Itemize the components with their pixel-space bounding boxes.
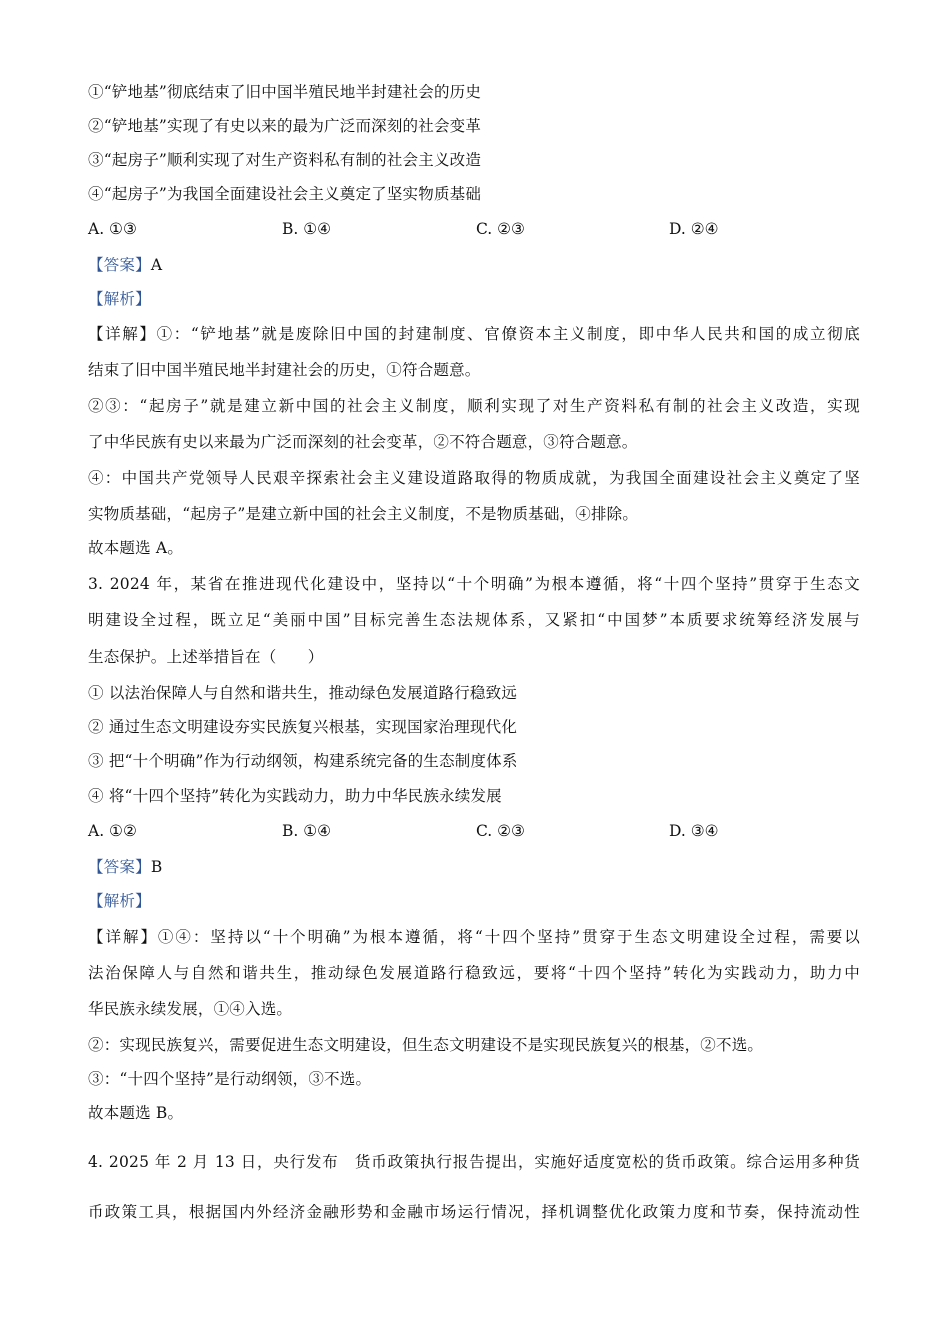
q2-detail-line-5: ④：中国共产党领导人民艰辛探索社会主义建设道路取得的物质成就，为我国全面建设社会主义奠定了坚	[88, 469, 860, 487]
q2-item-4: ④“起房子”为我国全面建设社会主义奠定了坚实物质基础	[88, 185, 482, 203]
q2-detail-text-1: ①：“铲地基”就是废除旧中国的封建制度、官僚资本主义制度，即中华人民共和国的成立彻底	[156, 325, 860, 343]
q3-item-2: ② 通过生态文明建设夯实民族复兴根基，实现国家治理现代化	[88, 718, 518, 736]
q4-stem-line-1: 4. 2025 年 2 月 13 日，央行发布 货币政策执行报告提出，实施好适度宽松的货币政策。综合运用多种货	[88, 1153, 860, 1171]
q3-item-3: ③ 把“十个明确”作为行动纲领，构建系统完备的生态制度体系	[88, 752, 518, 770]
q3-option-d: D. ③④	[669, 822, 719, 840]
q2-detail-line-1	[88, 324, 860, 344]
q2-option-a: A. ①③	[88, 220, 137, 238]
q2-option-d: D. ②④	[669, 220, 719, 238]
q2-answer-tag: 【答案】	[88, 256, 151, 274]
q3-stem-line-3: 生态保护。上述举措旨在（ ）	[88, 648, 324, 666]
q2-detail-line-2: 结束了旧中国半殖民地半封建社会的历史，①符合题意。	[88, 361, 481, 379]
q2-detail-line-4: 了中华民族有史以来最为广泛而深刻的社会变革，②不符合题意，③符合题意。	[88, 433, 638, 451]
q3-answer-tag: 【答案】	[88, 858, 151, 876]
q3-option-c: C. ②③	[476, 822, 525, 840]
q2-option-b: B. ①④	[282, 220, 332, 238]
q3-stem-line-1: 3. 2024 年，某省在推进现代化建设中，坚持以“十个明确”为根本遵循，将“十四个坚持”贯穿于生态文	[88, 575, 860, 593]
q2-analysis-tag: 【解析】	[88, 290, 151, 308]
q3-stem-line-2: 明建设全过程，既立足“美丽中国”目标完善生态法规体系，又紧扣“中国梦”本质要求统筹经济发展与	[88, 611, 860, 629]
q3-analysis-tag: 【解析】	[88, 892, 151, 910]
q3-option-a: A. ①②	[88, 822, 137, 840]
q3-option-b: B. ①④	[282, 822, 332, 840]
q3-detail-line-5: ③：“十四个坚持”是行动纲领，③不选。	[88, 1070, 372, 1088]
q2-item-2: ②“铲地基”实现了有史以来的最为广泛而深刻的社会变革	[88, 117, 482, 135]
q2-item-1: ①“铲地基”彻底结束了旧中国半殖民地半封建社会的历史	[88, 83, 482, 101]
q3-detail-text-1: ①④：坚持以“十个明确”为根本遵循，将“十四个坚持”贯穿于生态文明建设全过程，需要以	[157, 928, 860, 946]
q2-item-3: ③“起房子”顺利实现了对生产资料私有制的社会主义改造	[88, 151, 482, 169]
q2-detail-tag: 【详解】	[88, 325, 157, 343]
q3-conclusion: 故本题选 B。	[88, 1104, 184, 1122]
q2-answer-value: A	[150, 256, 163, 274]
q2-option-c: C. ②③	[476, 220, 525, 238]
q3-answer	[88, 857, 162, 877]
q2-detail-line-6: 实物质基础，“起房子”是建立新中国的社会主义制度，不是物质基础，④排除。	[88, 505, 639, 523]
q2-answer	[88, 255, 162, 275]
q2-conclusion: 故本题选 A。	[88, 539, 184, 557]
q3-detail-line-2: 法治保障人与自然和谐共生，推动绿色发展道路行稳致远，要将“十四个坚持”转化为实践动力，助力中	[88, 964, 860, 982]
q3-detail-line-3: 华民族永续发展，①④入选。	[88, 1000, 293, 1018]
q3-answer-value: B	[150, 858, 163, 876]
q3-item-4: ④ 将“十四个坚持”转化为实践动力，助力中华民族永续发展	[88, 787, 502, 805]
q2-detail-line-3: ②③：“起房子”就是建立新中国的社会主义制度，顺利实现了对生产资料私有制的社会主义改造，实现	[88, 397, 860, 415]
q4-stem-line-2: 币政策工具，根据国内外经济金融形势和金融市场运行情况，择机调整优化政策力度和节奏，保持流动性	[88, 1203, 860, 1221]
q3-item-1: ① 以法治保障人与自然和谐共生，推动绿色发展道路行稳致远	[88, 684, 518, 702]
q3-detail-line-1	[88, 927, 860, 947]
q3-detail-line-4: ②：实现民族复兴，需要促进生态文明建设，但生态文明建设不是实现民族复兴的根基，②不选。	[88, 1036, 764, 1054]
q3-detail-tag: 【详解】	[88, 928, 158, 946]
